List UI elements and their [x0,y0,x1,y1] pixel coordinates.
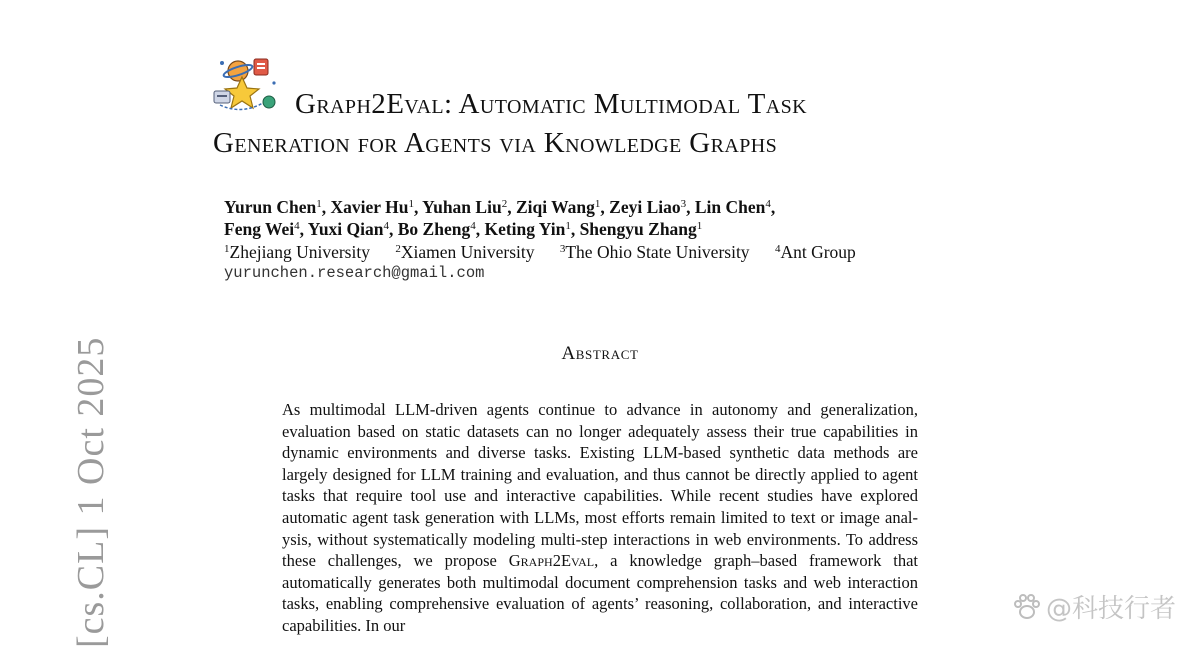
author-name: Bo Zheng [397,219,471,239]
abstract-text-part-1: As multimodal LLM-driven agents continue to advance in autonomy and generalization, evaluation based on static datasets can no longer adequately assess their true capabilities in dynamic environments and diverse tasks. Existing LLM-based synthetic data methods are largely designed for LLM training and evaluation, and thus cannot be directly applied to agent tasks that require tool use and interactive capabilities. While recent studies have explored automatic agent task generation with LLMs, most efforts remain limited to text or image analysis, without systematically modeling multi-step interactions in web environments. To address these challenges, we propose [282,400,918,571]
arxiv-identifier: [cs.CL] 1 Oct 2025 [70,336,112,648]
author-name: Xavier Hu [330,197,409,217]
title-line-2: Generation for Agents via Knowledge Graphs [213,127,778,159]
contact-email[interactable]: yurunchen.research@gmail.com [224,264,485,282]
affiliation-name: The Ohio State University [565,242,750,262]
abstract-text-part-2: , a knowledge graph–based framework that automatically generates both multimodal document comprehension tasks and web interaction tasks, enabling comprehensive evaluation of agents’ reasoning, collaboration, and interactive capabilities. In our [282,551,919,635]
affiliation [224,242,370,262]
author-name: Ziqi Wang [515,197,595,217]
author-list: Yurun Chen$^1$, Xavier Hu$^1$, Yuhan Liu$^2$, Ziqi Wang$^1$, Zeyi Liao$^3$, Lin Chen$^4$, Feng Wei$^4$, Yuxi Qian$^4$, Bo Zheng$^4$, Keting Yin$^1$, Shengyu Zhang$^1$ [224,197,776,239]
author-affiliation-mark: 2 [501,198,508,210]
author-affiliation-mark: 1 [594,198,601,210]
paper-title [213,85,1003,163]
paw-icon [1012,593,1042,621]
affiliation-name: Zhejiang University [229,242,370,262]
affiliation-list [224,241,984,263]
author-affiliation-mark: 1 [565,220,571,232]
watermark-text: @科技行者 [1045,594,1176,624]
affiliation-number: 3 [559,243,566,255]
affiliation-number: 2 [395,243,401,255]
author-name: Zeyi Liao [609,197,681,217]
watermark [1012,588,1176,625]
author-name: Keting Yin [484,219,566,239]
author-name: Yurun Chen [224,197,317,217]
abstract-body [282,399,918,637]
author-affiliation-mark: 4 [383,220,389,232]
author-name: Yuxi Qian [307,219,384,239]
author-affiliation-mark: 4 [470,220,476,232]
author-affiliation-mark: 4 [765,198,771,210]
affiliation [560,242,750,262]
author-affiliation-mark: 1 [696,220,703,232]
affiliation [775,242,856,262]
author-name: Shengyu Zhang [579,219,697,239]
author-name: Yuhan Liu [422,197,502,217]
affiliation-name: Xiamen University [400,242,535,262]
author-affiliation-mark: 3 [680,198,687,210]
abstract-heading: Abstract [561,343,639,364]
author-name: Lin Chen [694,197,766,217]
affiliation [395,242,534,262]
affiliation-name: Ant Group [780,242,856,262]
framework-name: Graph2Eval [508,551,595,571]
author-affiliation-mark: 1 [408,198,414,210]
affiliation-number: 4 [774,243,781,255]
title-line-1: Graph2Eval: Automatic Multimodal Task [295,88,807,120]
affiliation-number: 1 [224,243,230,255]
arxiv-sidebar [27,336,112,648]
author-affiliation-mark: 1 [316,198,322,210]
author-affiliation-mark: 4 [294,220,300,232]
author-name: Feng Wei [224,219,295,239]
